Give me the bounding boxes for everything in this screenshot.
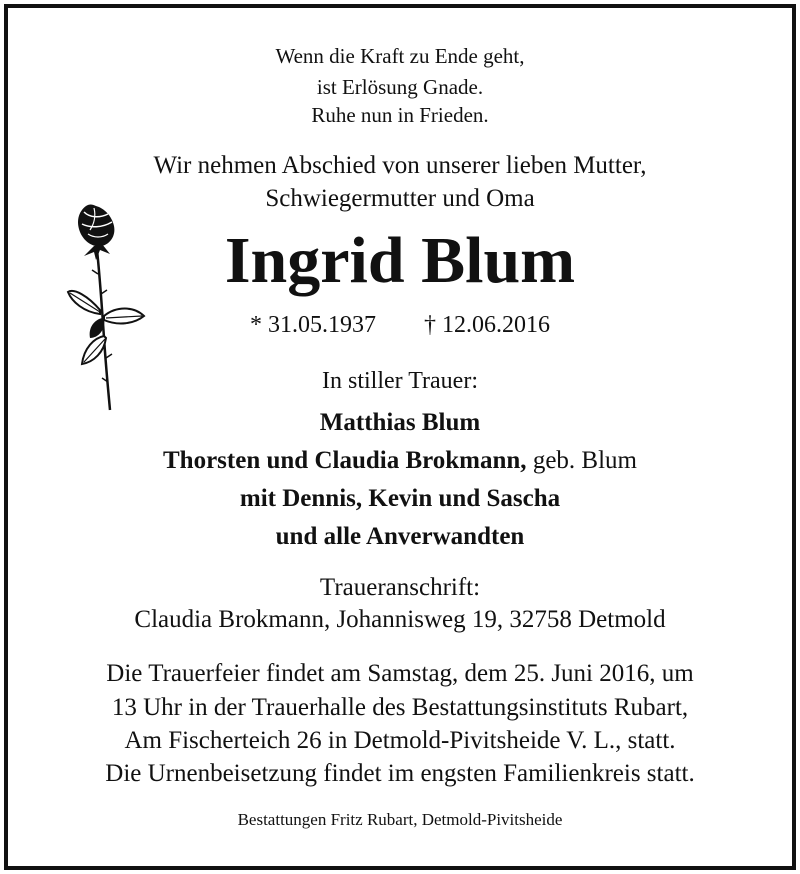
ceremony-line-3: Am Fischerteich 26 in Detmold-Pivitsheide V. L., statt. [124,727,676,754]
birth-date: * 31.05.1937 [250,312,376,338]
intro-line-1: Wir nehmen Abschied von unserer lieben Mutter, [153,152,647,179]
mourner-line-1: Matthias Blum [319,409,481,436]
ceremony-line-4: Die Urnenbeisetzung findet im engsten Familienkreis statt. [105,760,695,787]
mourner-line-2-bold: Thorsten und Claudia Brokmann, [163,447,527,474]
death-date: † 12.06.2016 [424,312,550,338]
intro-line-2: Schwiegermutter und Oma [265,185,535,212]
poem-line-3: Ruhe nun in Frieden. [311,103,489,127]
address-heading: Traueranschrift: [319,574,481,601]
mourning-heading: In stiller Trauer: [322,368,478,394]
undertaker-footer: Bestattungen Fritz Rubart, Detmold-Pivitsheide [237,810,563,829]
poem-line-1: Wenn die Kraft zu Ende geht, [275,44,525,68]
mourner-line-4: und alle Anverwandten [275,523,525,550]
ceremony-line-1: Die Trauerfeier findet am Samstag, dem 25. Juni 2016, um [106,660,694,687]
mourner-line-3: mit Dennis, Kevin und Sascha [239,485,561,512]
ceremony-line-2: 13 Uhr in der Trauerhalle des Bestattungsinstituts Rubart, [111,694,689,721]
address-line: Claudia Brokmann, Johannisweg 19, 32758 Detmold [134,606,666,633]
life-dates [0,313,800,337]
poem-line-2: ist Erlösung Gnade. [316,75,484,99]
deceased-name: Ingrid Blum [224,224,576,297]
mourner-line-2-normal: geb. Blum [526,447,637,474]
mourner-line-2 [0,448,800,473]
